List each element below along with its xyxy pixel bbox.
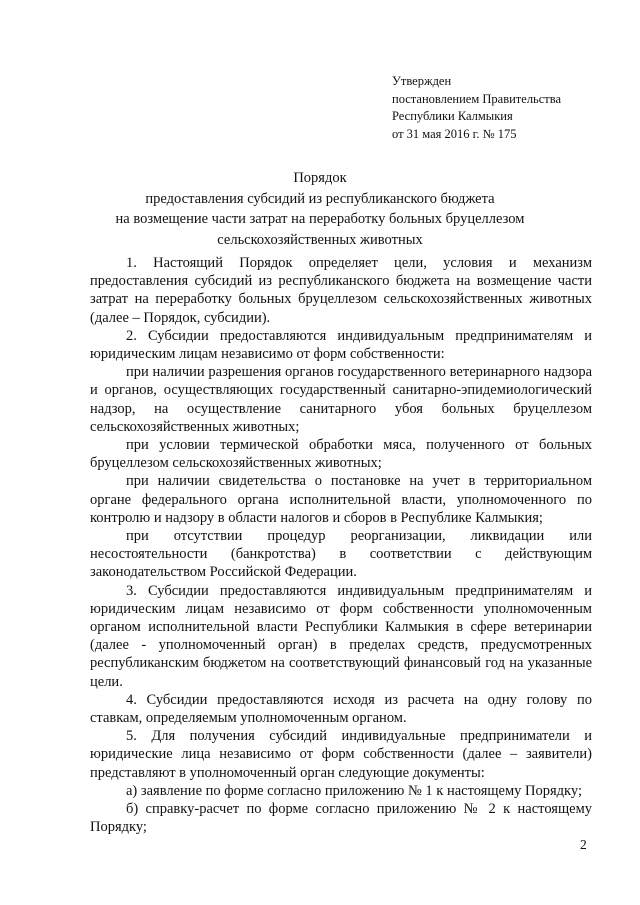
- paragraph: при отсутствии процедур реорганизации, ликвидации или несостоятельности (банкротства) в соответствии с действующим законодательством Российской Федерации.: [90, 528, 592, 581]
- paragraph: при наличии разрешения органов государственного ветеринарного надзора и органов, осуществляющих государственный санитарно-эпидемиологический надзор, на осуществление санитарного убоя больных бруцеллезом сельскохозяйственных животных;: [90, 364, 592, 435]
- approval-stamp: [392, 73, 561, 143]
- approval-line: от 31 мая 2016 г. № 175: [392, 126, 517, 141]
- document-body: [90, 254, 592, 837]
- paragraph: б) справку-расчет по форме согласно приложению № 2 к настоящему Порядку;: [90, 801, 592, 836]
- paragraph: при условии термической обработки мяса, полученного от больных бруцеллезом сельскохозяйственных животных;: [90, 437, 592, 472]
- paragraph: 5. Для получения субсидий индивидуальные предприниматели и юридические лица независимо от форм собственности (далее – заявители) представляют в уполномоченный орган следующие документы:: [90, 728, 592, 781]
- paragraph: а) заявление по форме согласно приложению № 1 к настоящему Порядку;: [126, 782, 582, 799]
- approval-line: постановлением Правительства: [392, 91, 562, 106]
- document-title: [90, 168, 550, 250]
- page-number: 2: [580, 837, 587, 852]
- paragraph: 1. Настоящий Порядок определяет цели, условия и механизм предоставления субсидий из республиканского бюджета на возмещение части затрат на переработку больных бруцеллезом сельскохозяйственных животных (далее – Порядок, субсидии).: [90, 255, 592, 326]
- title-line: сельскохозяйственных животных: [217, 231, 423, 248]
- paragraph: при наличии свидетельства о постановке на учет в территориальном органе федерального органа исполнительной власти, уполномоченного по контролю и надзору в области налогов и сборов в Республике Калмыкия;: [90, 473, 592, 526]
- approval-line: Республики Калмыкия: [392, 109, 513, 123]
- paragraph: 4. Субсидии предоставляются исходя из расчета на одну голову по ставкам, определяемым уполномоченным органом.: [90, 691, 592, 727]
- title-line: предоставления субсидий из республиканского бюджета: [145, 190, 495, 207]
- paragraph: 2. Субсидии предоставляются индивидуальным предпринимателям и юридическим лицам независимо от форм собственности:: [90, 327, 592, 363]
- paragraph: 3. Субсидии предоставляются индивидуальным предпринимателям и юридическим лицам независимо от форм собственности уполномоченным органом исполнительной власти Республики Калмыкия в сфере ветеринарии (далее - уполномоченный орган) в пределах средств, предусмотренных республиканским бюджетом на соответствующий финансовый год на указанные цели.: [90, 582, 592, 690]
- approval-line: Утвержден: [392, 74, 452, 88]
- title-line: Порядок: [293, 170, 347, 186]
- title-line: на возмещение части затрат на переработку больных бруцеллезом: [115, 211, 525, 227]
